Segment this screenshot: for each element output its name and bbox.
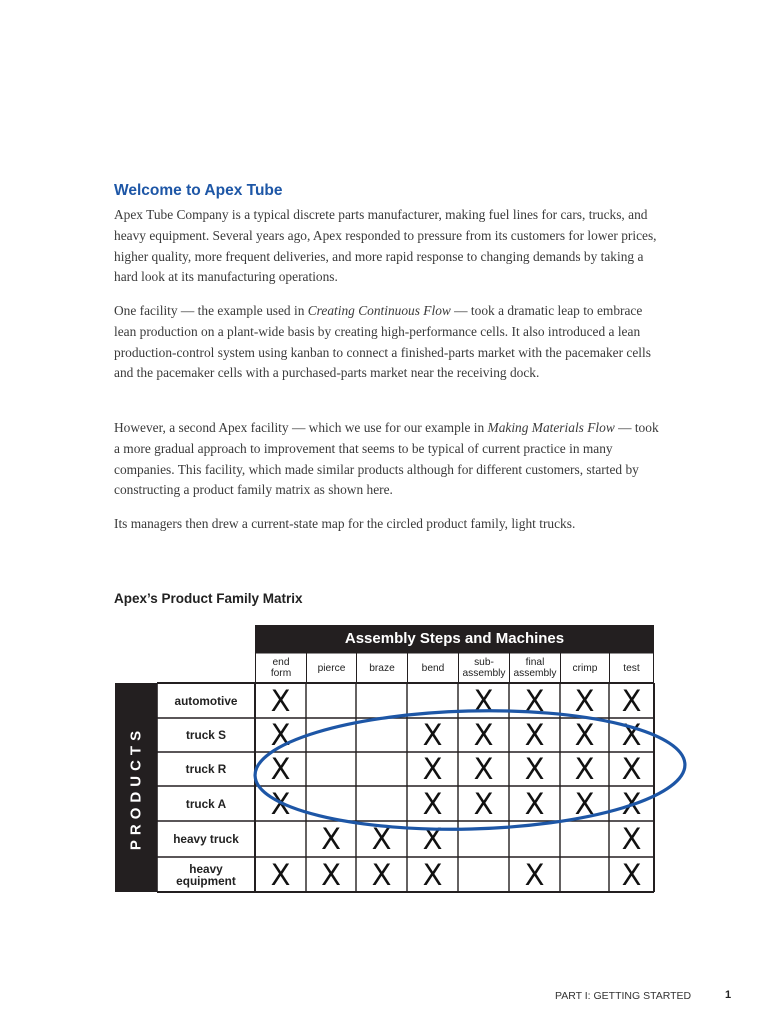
assembly-steps-header: Assembly Steps and Machines (255, 625, 654, 653)
x-mark: X (524, 718, 545, 752)
x-mark: X (524, 786, 545, 821)
product-label: automotive (174, 693, 238, 708)
x-mark: X (524, 752, 545, 786)
column-header-line: bend (421, 662, 445, 674)
matrix-title: Apex’s Product Family Matrix (114, 591, 303, 606)
x-mark: X (422, 718, 443, 752)
column-header (458, 653, 509, 683)
x-mark: X (270, 683, 291, 718)
book-title-materials-flow: Making Materials Flow (487, 420, 615, 435)
x-mark: X (270, 718, 291, 752)
column-header-label (422, 663, 445, 674)
column-header (560, 653, 609, 683)
column-header-label (513, 657, 556, 679)
facility-text-a: One facility — the example used in (114, 303, 308, 318)
x-mark: X (321, 822, 341, 856)
column-header (509, 653, 560, 683)
column-header-label (369, 663, 394, 674)
x-mark: X (574, 752, 595, 786)
column-header-line: assembly (462, 668, 506, 679)
x-mark: X (621, 786, 642, 821)
column-header-line: end (272, 657, 290, 668)
products-side-bar (115, 683, 157, 892)
column-header-label (271, 657, 291, 679)
column-header-line: form (270, 668, 292, 679)
x-mark: X (621, 857, 642, 892)
x-mark: X (574, 786, 595, 821)
book-title-continuous-flow: Creating Continuous Flow (307, 303, 451, 318)
section-heading: Welcome to Apex Tube (114, 182, 283, 199)
x-mark: X (321, 857, 341, 892)
column-header (306, 653, 356, 683)
x-mark: X (574, 718, 595, 752)
column-header-line: assembly (513, 668, 557, 679)
column-header-label (462, 657, 505, 679)
x-mark: X (524, 857, 545, 892)
x-mark: X (621, 822, 642, 856)
x-mark: X (473, 683, 494, 718)
x-mark: X (422, 822, 443, 856)
x-mark: X (473, 718, 494, 752)
x-mark: X (524, 683, 545, 718)
x-mark: X (574, 683, 595, 718)
page-number: 1 (725, 989, 732, 1001)
footer-section: PART I: GETTING STARTED (555, 990, 692, 1002)
product-label: heavy truck (173, 832, 239, 846)
product-label: truck S (186, 728, 226, 742)
column-header-label (318, 663, 346, 674)
x-mark: X (621, 752, 642, 786)
column-header-label (623, 663, 639, 674)
second-facility-paragraph (114, 418, 659, 501)
second-facility-text-a: However, a second Apex facility — which we use for our example in (114, 420, 488, 435)
x-mark: X (270, 857, 291, 892)
facility-text-b: — took a dramatic leap to embrace lean production on a plant-wide basis by creating high-performance cells. It also introduced a lean production-control system using kanban to connect a finished-parts market with the pacemaker cells and the pacemaker cells with a purchased-parts market near the receiving dock. (114, 303, 651, 381)
column-header-line: test (623, 662, 640, 674)
x-mark: X (270, 786, 291, 821)
managers-paragraph: Its managers then drew a current-state map for the circled product family, light trucks. (114, 516, 576, 531)
intro-paragraph: Apex Tube Company is a typical discrete parts manufacturer, making fuel lines for cars, trucks, and heavy equipment. Several years ago, Apex responded to pressure from its customers for lower prices, higher quality, more frequent deliveries, and more rapid response to changing demands by taking a hard look at its manufacturing operations. (114, 207, 657, 285)
facility-paragraph (114, 301, 659, 384)
product-label: heavy equipment (176, 861, 236, 888)
column-header-line: final (525, 657, 545, 668)
column-header-line: sub- (474, 657, 494, 668)
second-facility-text-b: — took a more gradual approach to improvement that seems to be typical of current practice in many companies. This facility, which made similar products although for different customers, started by constructing a product family matrix as shown here. (114, 420, 659, 498)
x-mark: X (422, 857, 443, 892)
column-header (255, 653, 306, 683)
column-header-line: braze (369, 662, 395, 674)
x-mark: X (473, 752, 494, 786)
column-header-label (573, 663, 598, 674)
column-header (356, 653, 407, 683)
x-mark: X (270, 752, 291, 786)
x-mark: X (371, 857, 392, 892)
product-label: truck R (185, 762, 227, 776)
x-mark: X (621, 718, 642, 752)
products-label: PRODUCTS (127, 725, 145, 850)
column-header (609, 653, 654, 683)
x-mark: X (621, 683, 642, 718)
x-mark: X (371, 822, 392, 856)
column-header (407, 653, 458, 683)
product-label: truck A (185, 796, 227, 811)
x-mark: X (422, 752, 443, 786)
x-mark: X (473, 786, 494, 821)
column-header-line: pierce (317, 662, 346, 674)
x-mark: X (422, 786, 443, 821)
column-header-line: crimp (572, 662, 598, 674)
